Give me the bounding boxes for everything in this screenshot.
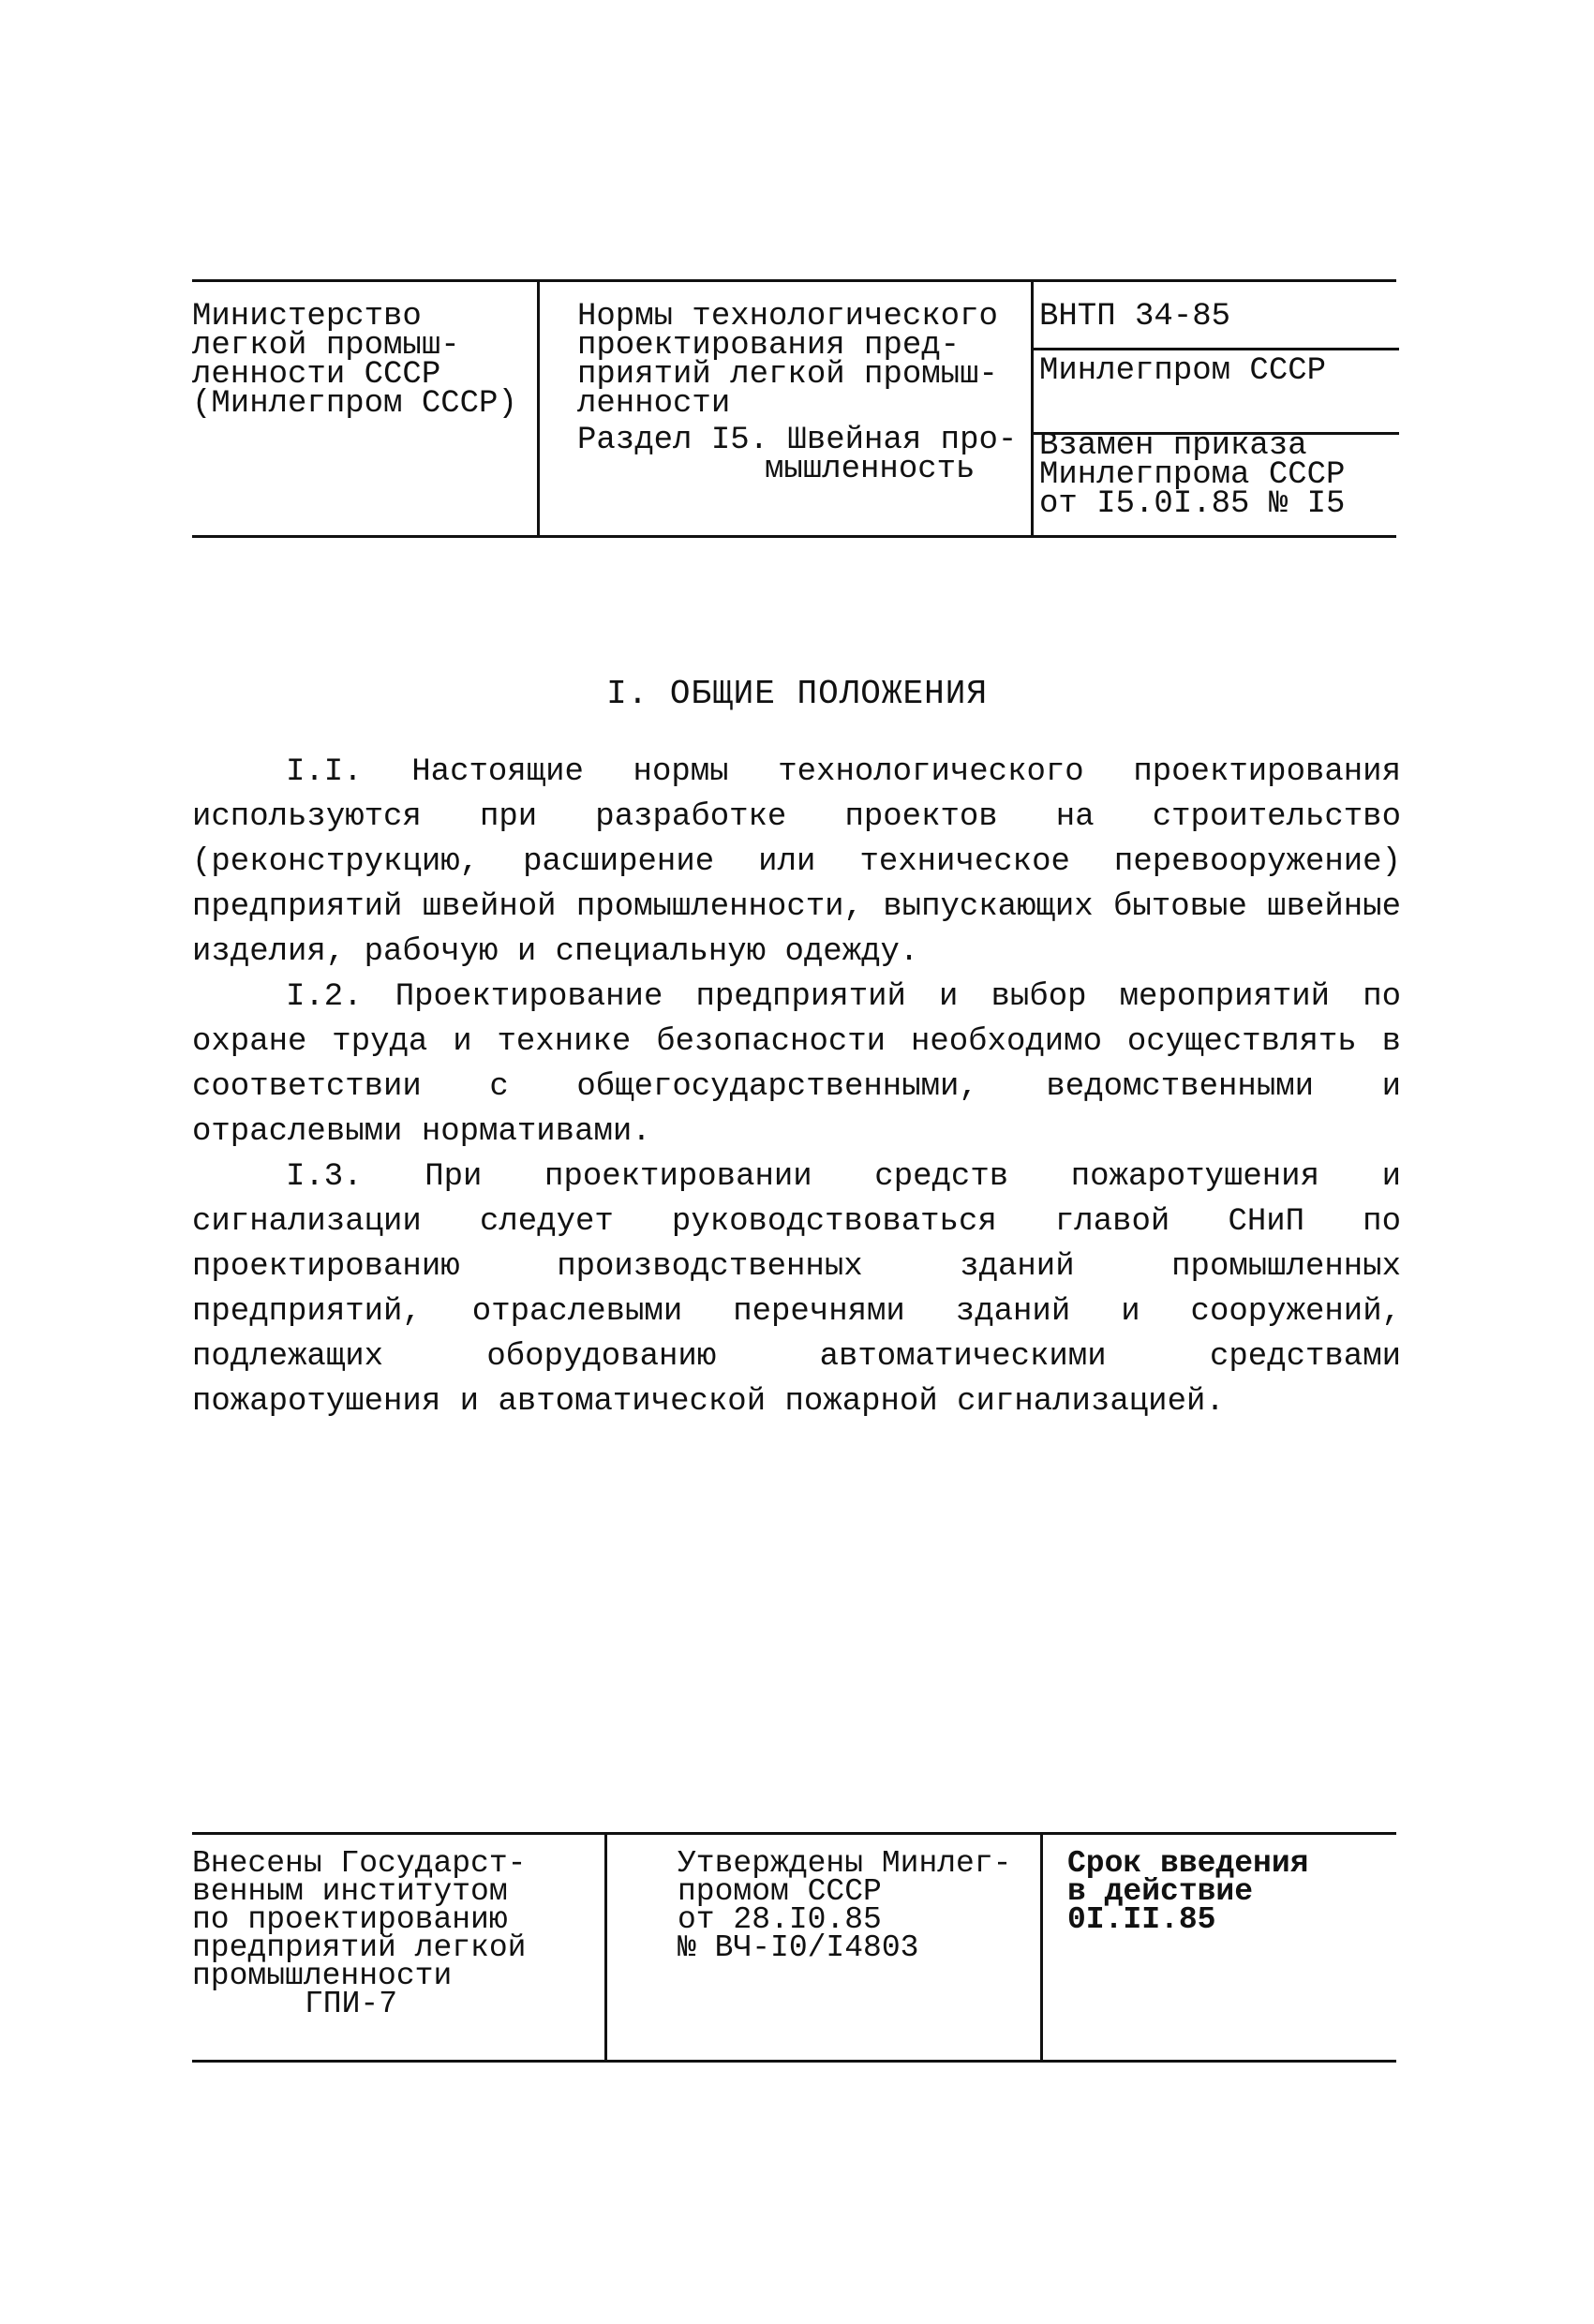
body-text — [192, 750, 1401, 1424]
replaces-line: от I5.0I.85 № I5 — [1039, 486, 1346, 522]
approved-line: № ВЧ-I0/I4803 — [678, 1930, 919, 1965]
ministry-line: (Минлегпром СССР) — [192, 386, 517, 422]
introduced-line: промышленности — [192, 1959, 453, 1993]
effective-line: 0I.II.85 — [1067, 1902, 1216, 1937]
section-name — [540, 423, 1034, 487]
section-line: Раздел I5. Швейная про- — [577, 423, 1018, 458]
header-table — [192, 279, 1396, 538]
replaces-order — [1034, 428, 1399, 522]
introduced-line: венным институтом — [192, 1874, 508, 1909]
norms-title-line: Нормы технологического — [577, 299, 998, 335]
norms-title-line: проектирования пред- — [577, 328, 961, 364]
approved-line: от 28.I0.85 — [678, 1902, 882, 1937]
paragraph: I.I. Настоящие нормы технологического проектирования используются при разработке проектов на строительство (реконструкцию, расширение или техническое перевооружение) предприятий швейной промышленности, выпускающих бытовые швейные изделия, рабочую и специальную одежду. — [192, 754, 1401, 970]
document-code: ВНТП 34-85 — [1034, 303, 1399, 350]
norms-title-line: приятий легкой промыш- — [577, 357, 998, 393]
approved-cell — [604, 1835, 1040, 2060]
ministry-line: легкой промыш- — [192, 328, 460, 364]
footer-table — [192, 1832, 1396, 2063]
norms-cell — [537, 282, 1034, 535]
ministry-line: ленности СССР — [192, 357, 441, 393]
code-cell — [1031, 282, 1399, 535]
effective-line: Срок введения — [1067, 1846, 1309, 1881]
section-line: мышленность — [765, 452, 976, 487]
issuer: Минлегпром СССР — [1034, 350, 1399, 435]
norms-title — [540, 299, 1034, 422]
introduced-line: ГПИ-7 — [305, 1987, 398, 2021]
ministry-cell — [192, 282, 534, 535]
paragraph: I.3. При проектировании средств пожаротушения и сигнализации следует руководствоваться главой СНиП по проектированию производственных зданий промышленных предприятий, отраслевыми перечнями зданий и сооружений, подлежащих оборудованию автоматическими средствами пожаротушения и автоматической пожарной сигнализацией. — [192, 1159, 1401, 1420]
approved-line: Утверждены Минлег- — [678, 1846, 1012, 1881]
paragraph: I.2. Проектирование предприятий и выбор мероприятий по охране труда и технике безопасности необходимо осуществлять в соответствии с общегосударственными, ведомственными и отраслевыми нормативами. — [192, 979, 1401, 1150]
introduced-line: предприятий легкой — [192, 1930, 527, 1965]
approved-line: промом СССР — [678, 1874, 882, 1909]
effective-cell — [1040, 1835, 1396, 2060]
introduced-line: по проектированию — [192, 1902, 508, 1937]
effective-line: в действие — [1067, 1874, 1254, 1909]
ministry-line: Министерство — [192, 299, 422, 335]
replaces-line: Взамен приказа — [1039, 428, 1307, 464]
introduced-line: Внесены Государст- — [192, 1846, 527, 1881]
section-heading: I. ОБЩИЕ ПОЛОЖЕНИЯ — [606, 675, 988, 713]
norms-title-line: ленности — [577, 386, 731, 422]
replaces-line: Минлегпрома СССР — [1039, 457, 1346, 493]
introduced-cell — [192, 1835, 604, 2060]
